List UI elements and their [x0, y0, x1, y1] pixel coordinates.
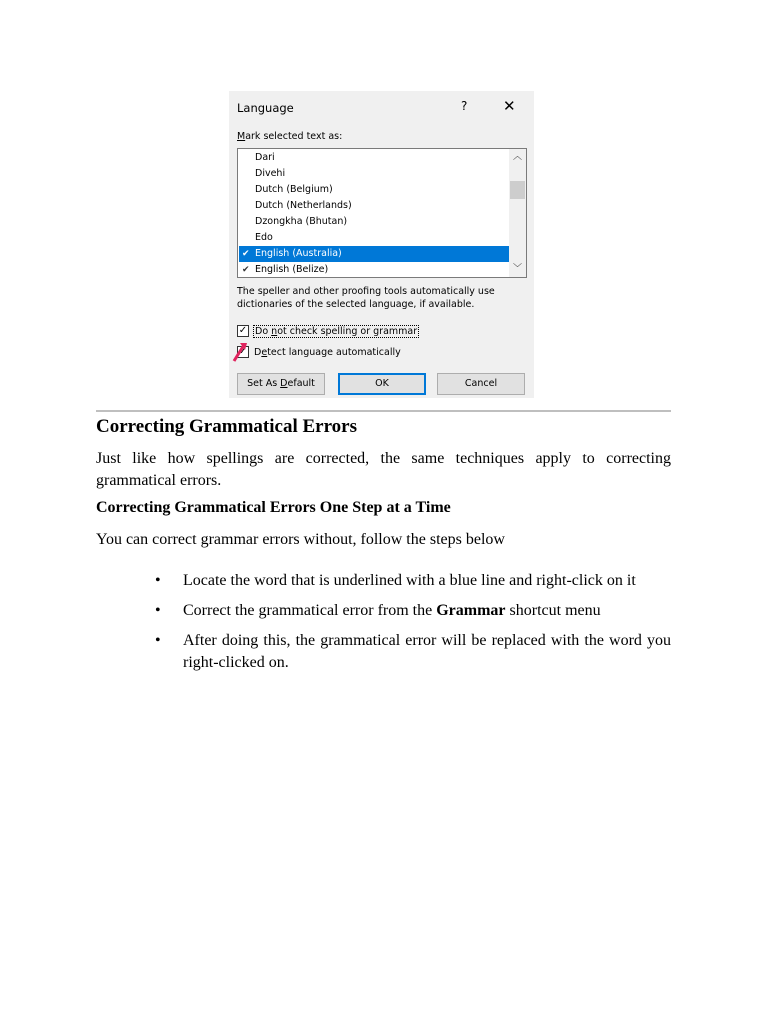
- list-item-dzongkha[interactable]: Dzongkha (Bhutan): [255, 216, 348, 227]
- list-item-edo[interactable]: Edo: [255, 232, 273, 243]
- intro-paragraph: Just like how spellings are corrected, the same techniques apply to correcting grammatical errors.: [96, 450, 671, 489]
- bullet-icon: •: [155, 602, 161, 619]
- do-not-check-label: Do not check spelling or grammar: [255, 325, 418, 337]
- mark-selected-label: [237, 131, 342, 142]
- chevron-down-icon[interactable]: ﹀: [512, 264, 522, 274]
- detect-language-label: Detect language automatically: [254, 346, 401, 358]
- list-item: • After doing this, the grammatical error will be replaced with the word you right-clicked on.: [155, 632, 671, 671]
- list-item-dutch-netherlands[interactable]: Dutch (Netherlands): [255, 200, 352, 211]
- list-item-dutch-belgium[interactable]: Dutch (Belgium): [255, 184, 333, 195]
- checkbox-icon[interactable]: ✓: [238, 346, 248, 357]
- dialog-description: The speller and other proofing tools automatically use dictionaries of the selected language, if available.: [237, 286, 495, 310]
- list-item-english-belize[interactable]: ✔ English (Belize): [239, 262, 509, 278]
- detect-language-checkbox[interactable]: [237, 345, 401, 359]
- scroll-thumb[interactable]: [510, 181, 525, 199]
- list-item-divehi[interactable]: Divehi: [255, 168, 286, 179]
- list-item-dari[interactable]: Dari: [255, 152, 275, 163]
- dialog-title: Language: [237, 101, 294, 115]
- lead-paragraph: You can correct grammar errors without, follow the steps below: [96, 531, 505, 548]
- mark-accesskey: M: [237, 131, 246, 142]
- bullet-icon: •: [155, 632, 161, 649]
- language-dialog: [229, 91, 534, 398]
- cancel-button[interactable]: Cancel: [437, 373, 525, 395]
- ok-button[interactable]: OK: [338, 373, 426, 395]
- section-heading: Correcting Grammatical Errors: [96, 416, 357, 437]
- steps-list: [155, 570, 671, 682]
- spell-check-icon: ✔: [242, 265, 250, 275]
- set-as-default-button[interactable]: Set As Default: [237, 373, 325, 395]
- do-not-check-spelling-checkbox[interactable]: [237, 324, 418, 338]
- chevron-up-icon[interactable]: ︿: [512, 152, 522, 162]
- checkbox-icon[interactable]: ✓: [238, 325, 248, 336]
- list-item: • Locate the word that is underlined with a blue line and right-click on it: [155, 570, 671, 592]
- pointer-arrow-icon: [232, 341, 248, 363]
- spell-check-icon: ✔: [242, 249, 250, 259]
- sub-heading: Correcting Grammatical Errors One Step at a Time: [96, 499, 451, 516]
- list-item-english-australia[interactable]: ✔ English (Australia): [239, 246, 509, 262]
- close-icon[interactable]: ✕: [503, 97, 516, 115]
- help-icon[interactable]: ?: [461, 99, 468, 113]
- section-divider: [96, 410, 671, 412]
- mark-label-text: ark selected text as:: [245, 131, 343, 142]
- language-list[interactable]: [237, 148, 527, 278]
- list-scrollbar[interactable]: [509, 149, 526, 277]
- list-item: • Correct the grammatical error from the Grammar shortcut menu: [155, 600, 671, 622]
- bullet-icon: •: [155, 572, 161, 589]
